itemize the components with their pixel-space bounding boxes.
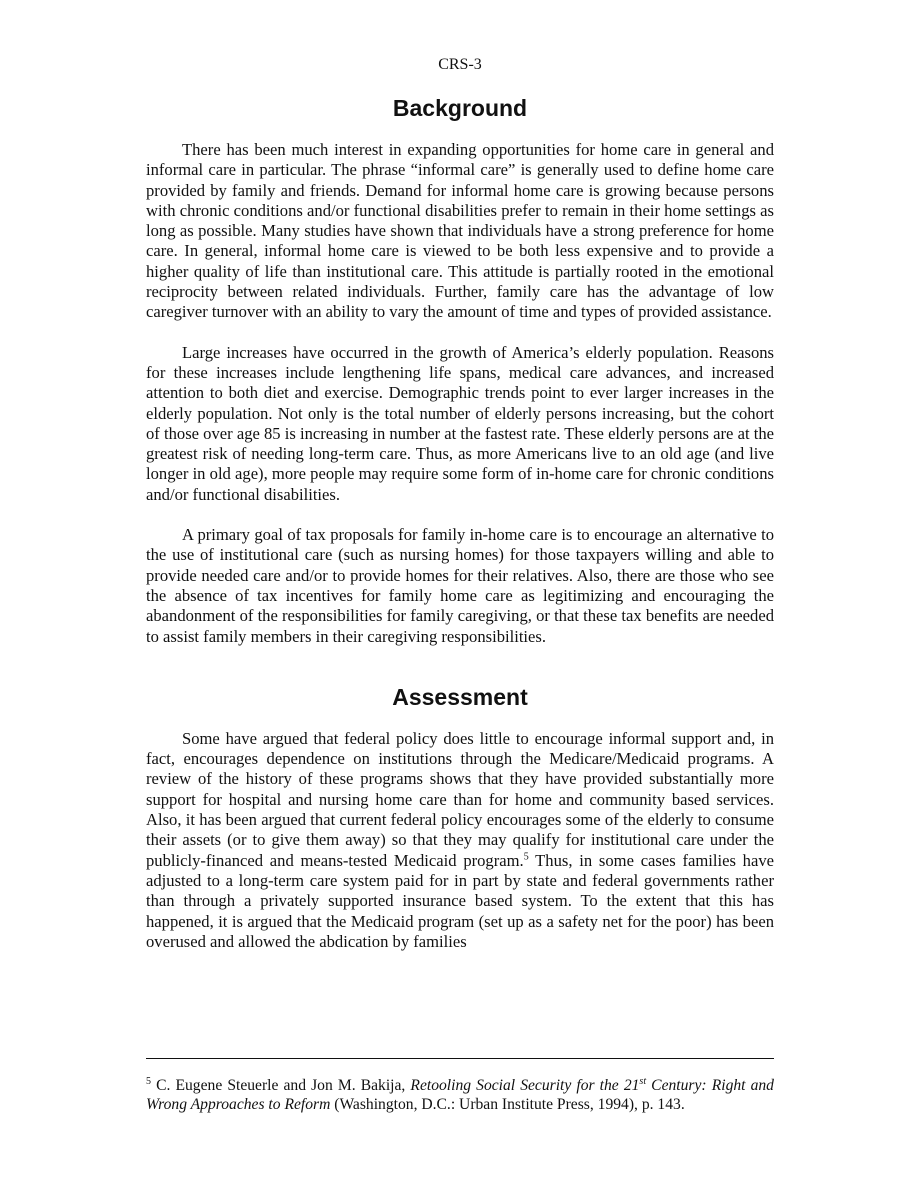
section-heading-background: Background	[392, 95, 528, 121]
footnote-title-superscript: st	[639, 1075, 647, 1087]
document-body	[146, 92, 774, 972]
section-heading-assessment: Assessment	[392, 683, 528, 710]
footnote-title-text: Retooling Social Security for the 21	[410, 1077, 640, 1094]
paragraph-text: Some have argued that federal policy does little to encourage informal support and, in fact, encourages dependence on institutions through the Medicare/Medicaid programs. A review of the history of these programs shows that they have provided substantially more support for hospital and nursing home care than for home and community based services. Also, it has been argued that current federal policy encourages some of the elderly to consume their assets (or to give them away) so that they may qualify for institutional care under the publicly-financed and means-tested Medicaid program.	[146, 728, 774, 870]
footnote-publication: (Washington, D.C.: Urban Institute Press, 1994), p. 143.	[330, 1096, 685, 1113]
footnote-reference: 5	[523, 851, 529, 863]
footnote	[146, 1076, 774, 1114]
footnote-divider	[146, 1058, 774, 1059]
body-paragraph	[146, 729, 774, 952]
body-paragraph: A primary goal of tax proposals for family in-home care is to encourage an alternative to the use of institutional care (such as nursing homes) for those taxpayers willing and able to provide needed care and/or to provide homes for their relatives. Also, there are those who see the absence of tax incentives for family home care as legitimizing and encouraging the abandonment of the responsibilities for family caregiving, or that these tax benefits are needed to assist family members in their caregiving responsibilities.	[146, 525, 774, 646]
body-paragraph: There has been much interest in expanding opportunities for home care in general and informal care in particular. The phrase “informal care” is generally used to define home care provided by family and friends. Demand for informal home care is growing because persons with chronic conditions and/or functional disabilities prefer to remain in their home settings as long as possible. Many studies have shown that individuals have a strong preference for home care. In general, informal home care is viewed to be both less expensive and to provide a higher quality of life than institutional care. This attitude is partially rooted in the emotional reciprocity between related individuals. Further, family care has the advantage of low caregiver turnover with an ability to vary the amount of time and types of provided assistance.	[146, 140, 774, 322]
footnote-number: 5	[146, 1075, 151, 1087]
paragraph-text: Thus, in some cases families have adjusted to a long-term care system paid for in part by state and federal governments rather than through a privately supported insurance based system. To the extent that this has happened, it is argued that the Medicaid program (set up as a safety net for the poor) has been overused and allowed the abdication by families	[146, 850, 774, 951]
body-paragraph: Large increases have occurred in the growth of America’s elderly population. Reasons for these increases include lengthening life spans, medical care advances, and increased attention to both diet and exercise. Demographic trends point to ever larger increases in the elderly population. Not only is the total number of elderly persons increasing, but the cohort of those over age 85 is increasing in number at the fastest rate. These elderly persons are at the greatest risk of needing long-term care. Thus, as more Americans live to an old age (and live longer in old age), more people may require some form of in-home care for chronic conditions and/or functional disabilities.	[146, 342, 774, 504]
footnote-title-text: Century: Right and Wrong Approaches to Reform	[146, 1077, 774, 1113]
page-number-header: CRS-3	[438, 56, 482, 73]
footnote-authors: C. Eugene Steuerle and Jon M. Bakija,	[151, 1077, 411, 1094]
